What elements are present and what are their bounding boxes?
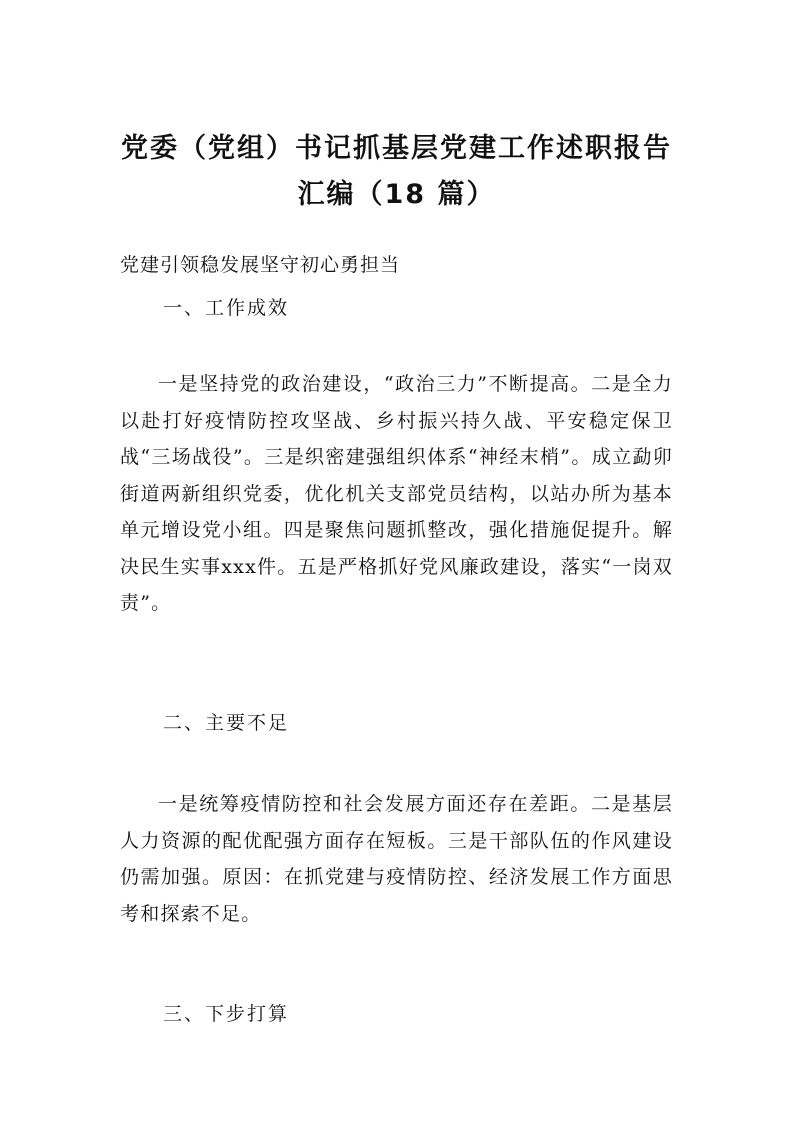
section-heading-shortcomings: 二、主要不足 bbox=[163, 712, 290, 734]
section-body-shortcomings: 一是统筹疫情防控和社会发展方面还存在差距。二是基层人力资源的配优配强方面存在短板。三是干部队伍的作风建设仍需加强。原因：在抓党建与疫情防控、经济发展工作方面思考和探索不足。 bbox=[120, 793, 673, 925]
document-subtitle: 党建引领稳发展坚守初心勇担当 bbox=[120, 254, 401, 276]
section-heading-achievements: 一、工作成效 bbox=[163, 297, 290, 319]
document-title-line2: 汇编（18 篇） bbox=[297, 179, 496, 210]
section-heading-next-plans: 三、下步打算 bbox=[163, 1003, 290, 1025]
document-title-line1: 党委（党组）书记抓基层党建工作述职报告 bbox=[121, 133, 672, 164]
section-body-achievements: 一是坚持党的政治建设，“政治三力”不断提高。二是全力以赴打好疫情防控攻坚战、乡村振兴持久战、平安稳定保卫战“三场战役”。三是织密建强组织体系“神经末梢”。成立勐卯街道两新组织党委，优化机关支部党员结构，以站办所为基本单元增设党小组。四是聚焦问题抓整改，强化措施促提升。解决民生实事xxx件。五是严格抓好党风廉政建设，落实“一岗双责”。 bbox=[120, 373, 673, 614]
